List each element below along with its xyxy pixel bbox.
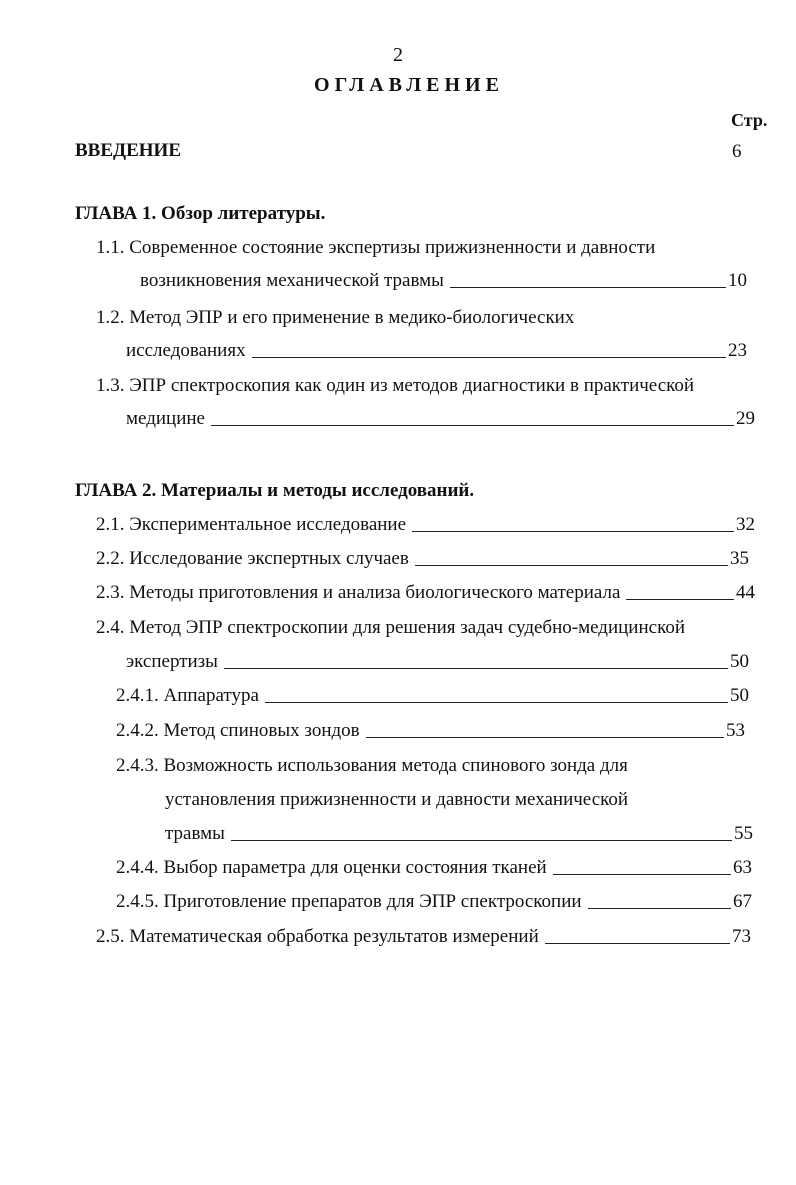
toc-entry-2-5 [96, 926, 752, 948]
toc-entry-2-1-page: 32 [736, 514, 755, 535]
toc-entry-2-4-2-text: 2.4.2. Метод спиновых зондов [116, 720, 360, 741]
leader-line [252, 356, 726, 358]
toc-entry-2-2-page: 35 [730, 548, 749, 569]
toc-entry-2-3-text: 2.3. Методы приготовления и анализа биологического материала [96, 582, 621, 603]
toc-entry-2-5-text: 2.5. Математическая обработка результатов измерений [96, 926, 539, 947]
leader-line [412, 530, 734, 532]
toc-entry-2-4-4 [116, 857, 753, 879]
toc-entry-2-4-3 [165, 823, 754, 845]
toc-entry-2-4-3-line1: 2.4.3. Возможность использования метода спинового зонда для [116, 755, 628, 776]
toc-entry-2-4-2-page: 53 [726, 720, 745, 741]
toc-entry-2-2-text: 2.2. Исследование экспертных случаев [96, 548, 409, 569]
toc-entry-1-1-page: 10 [728, 270, 747, 291]
toc-entry-1-3-line1: 1.3. ЭПР спектроскопия как один из методов диагностики в практической [96, 375, 695, 396]
toc-entry-2-4-4-page: 63 [733, 857, 752, 878]
toc-entry-2-4-3-page: 55 [734, 823, 753, 844]
leader-line [545, 942, 730, 944]
toc-entry-1-1 [140, 270, 748, 292]
toc-entry-1-3 [126, 408, 756, 430]
chapter2-heading: ГЛАВА 2. Материалы и методы исследований. [75, 480, 475, 501]
toc-entry-2-4-3-line3: травмы [165, 823, 225, 844]
toc-entry-2-4-3-line2: установления прижизненности и давности механической [165, 789, 629, 810]
leader-line [415, 564, 728, 566]
toc-entry-2-2 [96, 548, 750, 570]
toc-entry-2-3 [96, 582, 756, 604]
page-column-label: Стр. [731, 110, 768, 130]
toc-entry-2-3-page: 44 [736, 582, 755, 603]
toc-entry-2-4-1 [116, 685, 750, 707]
toc-entry-2-4-4-text: 2.4.4. Выбор параметра для оценки состояния тканей [116, 857, 547, 878]
page-number: 2 [393, 44, 403, 66]
chapter1-heading: ГЛАВА 1. Обзор литературы. [75, 203, 326, 224]
leader-line [626, 598, 734, 600]
toc-entry-1-2-page: 23 [728, 340, 747, 361]
toc-entry-1-1-line2: возникновения механической травмы [140, 270, 444, 291]
leader-line [224, 667, 728, 669]
toc-entry-1-3-page: 29 [736, 408, 755, 429]
toc-entry-1-2-line1: 1.2. Метод ЭПР и его применение в медико-биологических [96, 307, 575, 328]
leader-line [265, 701, 728, 703]
toc-entry-2-4-1-page: 50 [730, 685, 749, 706]
leader-line [366, 736, 724, 738]
toc-entry-2-4-1-text: 2.4.1. Аппаратура [116, 685, 259, 706]
toc-entry-1-2-line2: исследованиях [126, 340, 246, 361]
toc-entry-2-4-2 [116, 720, 746, 742]
toc-entry-1-1-line1: 1.1. Современное состояние экспертизы прижизненности и давности [96, 237, 656, 258]
toc-entry-2-1 [96, 514, 756, 536]
toc-entry-2-4-line2: экспертизы [126, 651, 218, 672]
toc-entry-2-4-5-page: 67 [733, 891, 752, 912]
leader-line [231, 839, 732, 841]
toc-entry-2-4-5-text: 2.4.5. Приготовление препаратов для ЭПР спектроскопии [116, 891, 582, 912]
toc-entry-2-4 [126, 651, 750, 673]
document-title: ОГЛАВЛЕНИЕ [314, 74, 504, 96]
intro-heading: ВВЕДЕНИЕ [75, 140, 181, 161]
toc-entry-2-4-page: 50 [730, 651, 749, 672]
leader-line [553, 873, 731, 875]
toc-entry-2-1-text: 2.1. Экспериментальное исследование [96, 514, 407, 535]
toc-entry-2-4-line1: 2.4. Метод ЭПР спектроскопии для решения задач судебно-медицинской [96, 617, 686, 638]
leader-line [211, 424, 734, 426]
leader-line [450, 286, 726, 288]
intro-page: 6 [732, 141, 742, 162]
leader-line [588, 907, 731, 909]
toc-entry-2-4-5 [116, 891, 753, 913]
toc-entry-2-5-page: 73 [732, 926, 751, 947]
toc-entry-1-3-line2: медицине [126, 408, 205, 429]
toc-entry-1-2 [126, 340, 748, 362]
